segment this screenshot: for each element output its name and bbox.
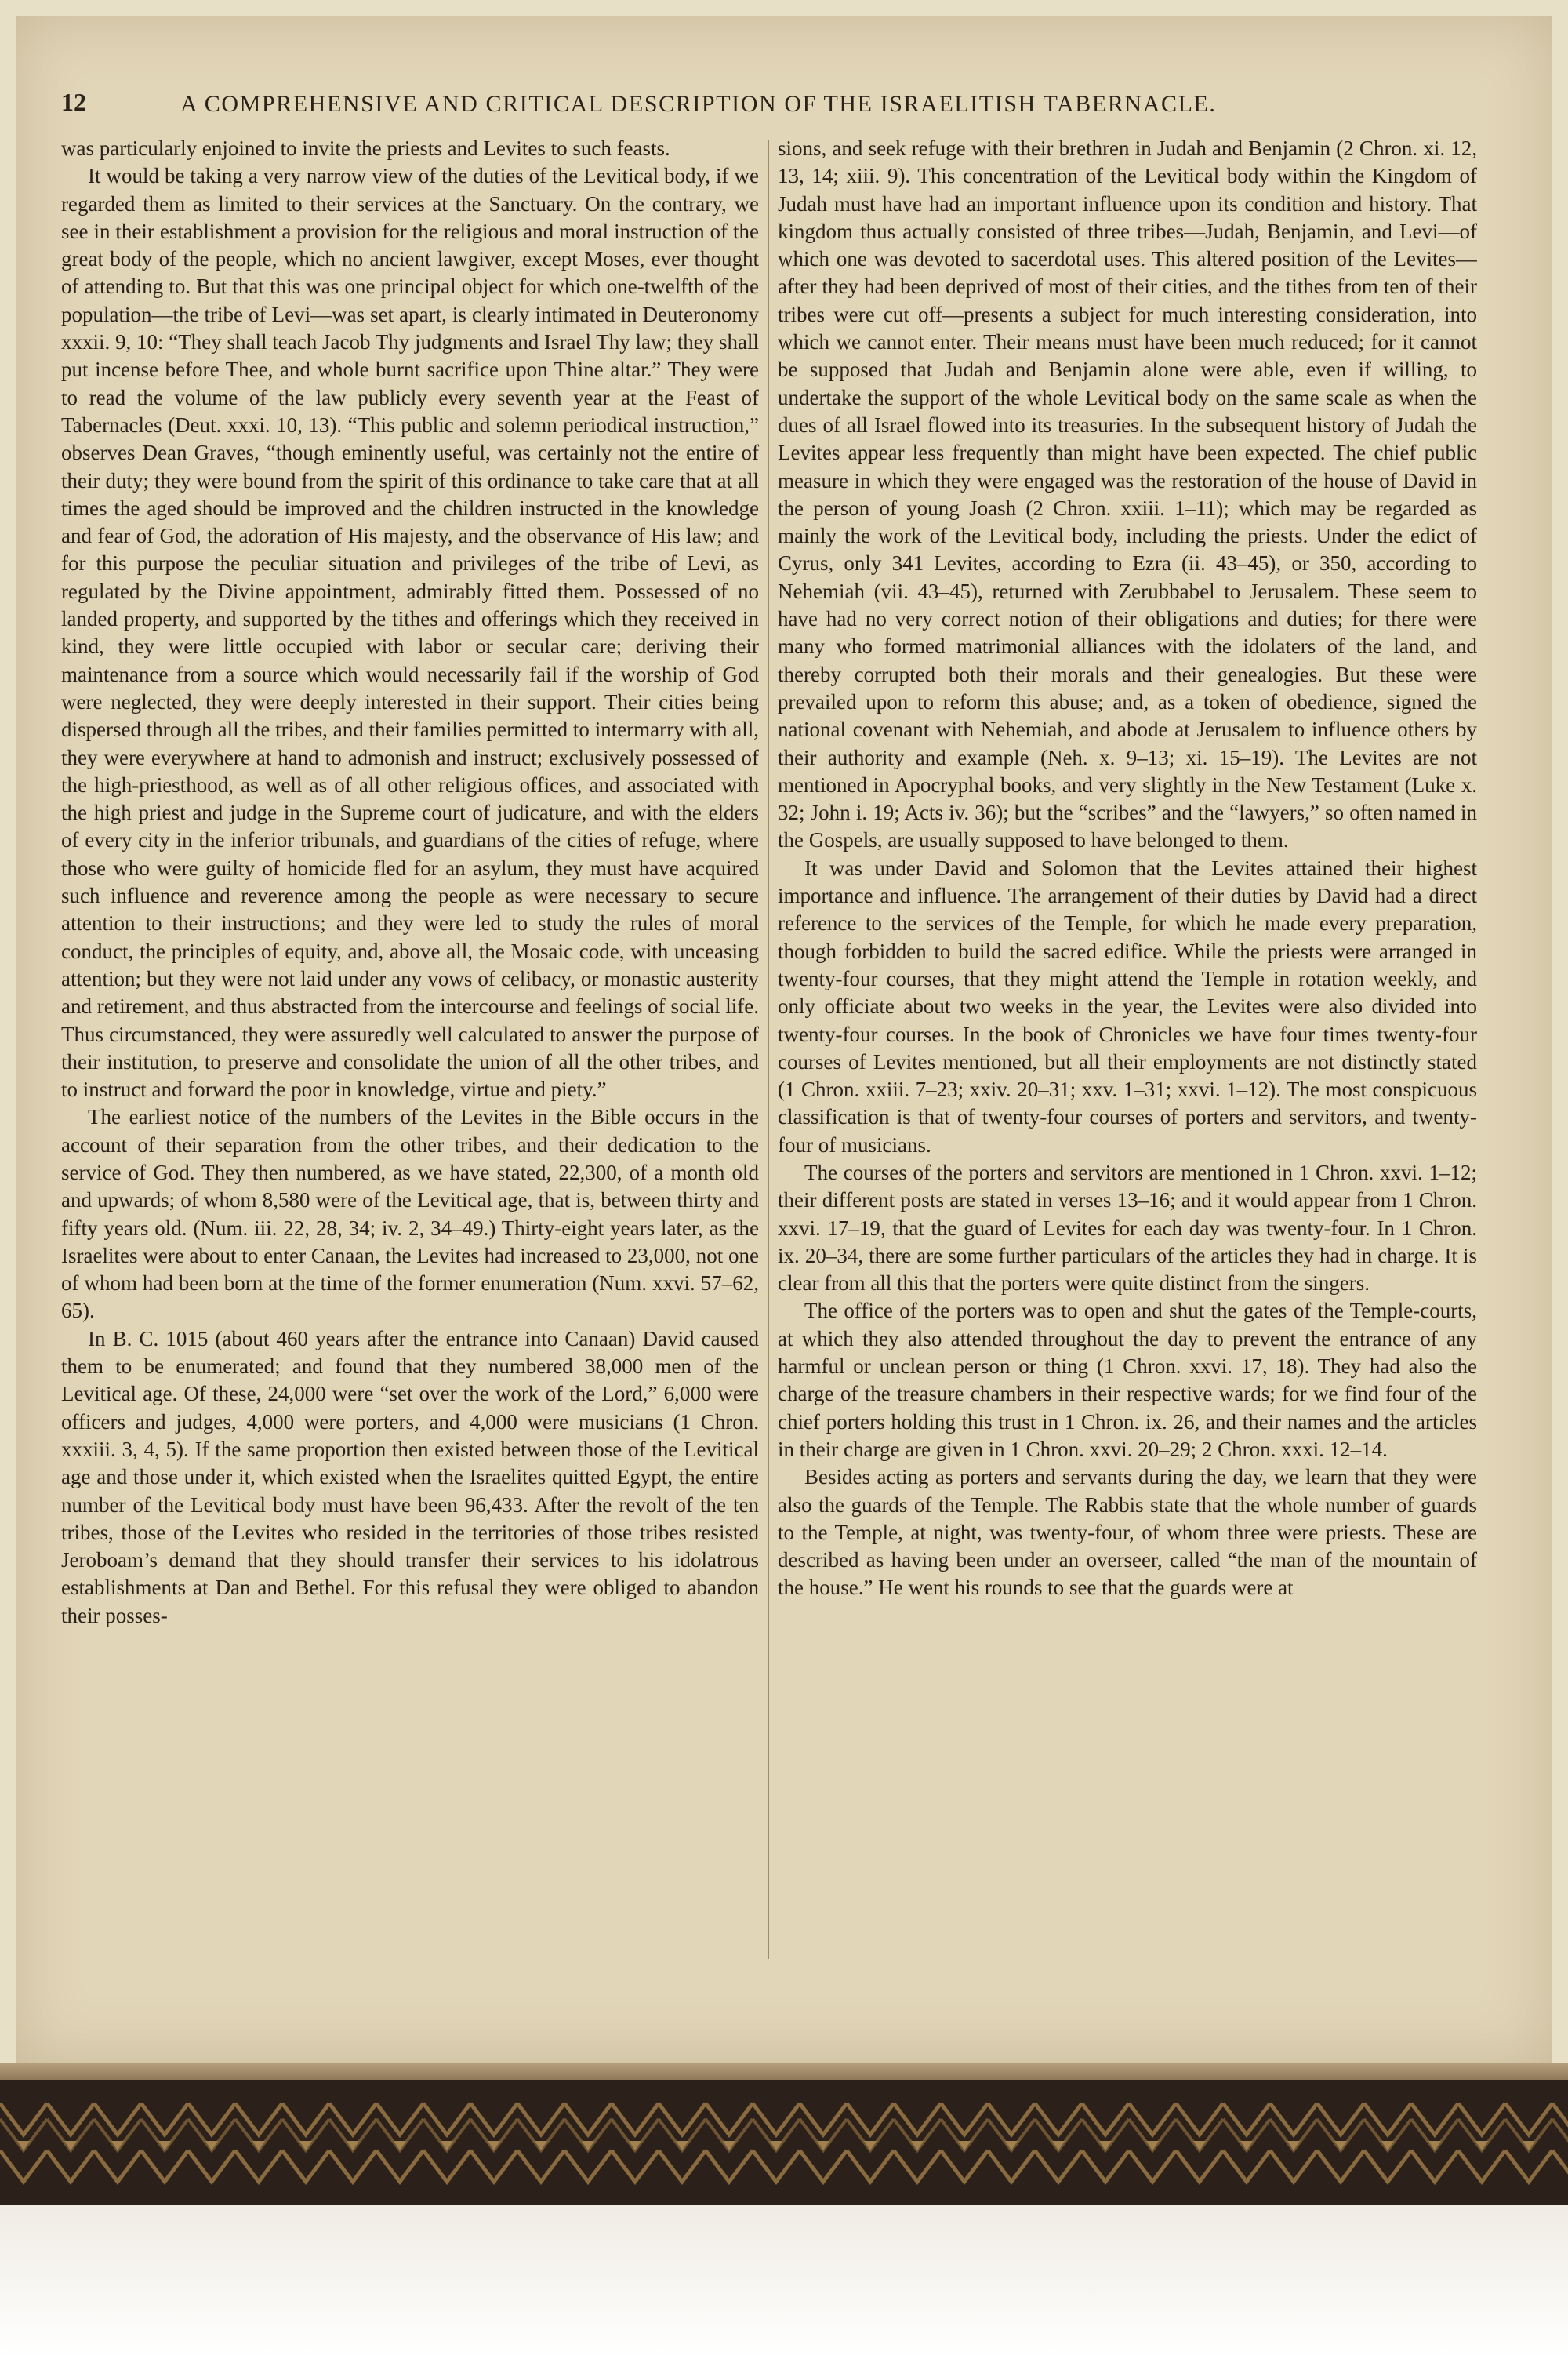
paragraph: The earliest notice of the numbers of the Levites in the Bible occurs in the account of their separation from the other tribes, and their dedication to the service of God. They then numbered, as we have stated, 22,300, of a month old and upwards; of whom 8,580 were of the Levitical age, that is, between thirty and fifty years old. (Num. iii. 22, 28, 34; iv. 2, 34–49.) Thirty-eight years later, as the Israelites were about to enter Canaan, the Levites had increased to 23,000, not one of whom had been born at the time of the former enumeration (Num. xxvi. 57–62, 65). <box>61 1105 759 1323</box>
paragraph-lead: In <box>88 1326 106 1350</box>
page-bottom-edge <box>0 2063 1568 2080</box>
text-column-left <box>61 135 759 1962</box>
paragraph: It would be taking a very narrow view of the duties of the Levitical body, if we regarded them as limited to their services at the Sanctuary. On the contrary, we see in their establishment a provision for the religious and moral instruction of the great body of the people, which no ancient lawgiver, except Moses, ever thought of attending to. But that this was one principal object for which one-twelfth of the population—the tribe of Levi—was set apart, is clearly intimated in Deuteronomy xxxii. 9, 10: “They shall teach Jacob Thy judgments and Israel Thy law; they shall put incense before Thee, and whole burnt sacrifice upon Thine altar.” They were to read the volume of the law publicly every seventh year at the Feast of Tabernacles (Deut. xxxi. 10, 13). “This public and solemn periodical instruction,” observes Dean Graves, “though eminently useful, was certainly not the entire of their duty; they were bound from the spirit of this ordinance to take care that at all times the aged should be improved and the children instructed in the knowledge and fear of God, the adoration of His majesty, and the observance of His law; and for this purpose the peculiar situation and privileges of the tribe of Levi, as regulated by the Divine appointment, admirably fitted them. Possessed of no landed property, and supported by the tithes and offerings which they received in kind, they were little occupied with labor or secular care; deriving their maintenance from a source which would necessarily fail if the worship of God were neglected, they were deeply interested in their support. Their cities being dispersed through all the tribes, and their families permitted to intermarry with all, they were everywhere at hand to admonish and instruct; exclusively possessed of the high-priesthood, as well as of all other religious offices, and associated with the high priest and judge in the Supreme court of judicature, and with the elders of every city in the inferior tribunals, and guardians of the cities of refuge, where those who were guilty of homicide fled for an asylum, they must have acquired such influence and reverence among the people as were necessary to secure attention to their instructions; and they were led to study the rules of moral conduct, the principles of equity, and, above all, the Mosaic code, with unceasing attention; but they were not laid under any vows of celibacy, or monastic austerity and retirement, and thus abstracted from the intercourse and feelings of social life. Thus circumstanced, they were assuredly well calculated to answer the purpose of their institution, to preserve and consolidate the union of all the other tribes, and to instruct and forward the poor in knowledge, virtue and piety.” <box>61 164 759 1102</box>
running-title: A COMPREHENSIVE AND CRITICAL DESCRIPTION OF THE ISRAELITISH TABERNACLE. <box>180 91 1217 117</box>
era-abbreviation: B. C. <box>112 1326 159 1350</box>
paragraph: was particularly enjoined to invite the priests and Levites to such feasts. <box>61 136 670 160</box>
column-divider <box>768 140 769 1959</box>
text-column-right <box>778 135 1477 1962</box>
book-binding-strip <box>0 2080 1568 2205</box>
background-below-book <box>0 2205 1568 2359</box>
paragraph <box>61 1325 759 1630</box>
paragraph: Besides acting as porters and servants during the day, we learn that they were also the guards of the Temple. The Rabbis state that the whole number of guards to the Temple, at night, was twenty-four, of whom three were priests. These are described as having been under an overseer, called “the man of the mountain of the house.” He went his rounds to see that the guards were at <box>778 1465 1477 1600</box>
paragraph: The office of the porters was to open and shut the gates of the Temple-courts, at which they also attended throughout the day to prevent the entrance of any harmful or unclean person or thing (1 Chron. xxvi. 17, 18). They had also the charge of the treasure chambers in their respective wards; for we find four of the chief porters holding this trust in 1 Chron. ix. 26, and their names and the articles in their charge are given in 1 Chron. xxvi. 20–29; 2 Chron. xxxi. 12–14. <box>778 1299 1477 1461</box>
paragraph-rest: 1015 (about 460 years after the entrance into Canaan) David caused them to be enumerated; and found that they numbered 38,000 men of the Levitical age. Of these, 24,000 were “set over the work of the Lord,” 6,000 were officers and judges, 4,000 were porters, and 4,000 were musicians (1 Chron. xxxiii. 3, 4, 5). If the same proportion then existed between those of the Levitical age and those under it, which existed when the Israelites quitted Egypt, the entire number of the Levitical body must have been 96,433. After the revolt of the ten tribes, those of the Levites who resided in the territories of those tribes resisted Jeroboam’s demand that they should transfer their services to his idolatrous establishments at Dan and Bethel. For this refusal they were obliged to abandon their posses- <box>61 1326 759 1627</box>
page-header <box>61 88 1378 127</box>
page-number: 12 <box>61 88 86 116</box>
paragraph: The courses of the porters and servitors are mentioned in 1 Chron. xxvi. 1–12; their different posts are stated in verses 13–16; and it would appear from 1 Chron. xxvi. 17–19, that the guard of Levites for each day was twenty-four. In 1 Chron. ix. 20–34, there are some further particulars of the articles they had in charge. It is clear from all this that the porters were quite distinct from the singers. <box>778 1160 1477 1296</box>
paragraph: sions, and seek refuge with their brethren in Judah and Benjamin (2 Chron. xi. 12, 13, 14; xiii. 9). This concentration of the Levitical body within the Kingdom of Judah must have had an important influence upon its condition and history. That kingdom thus actually consisted of three tribes—Judah, Benjamin, and Levi—of which one was devoted to sacerdotal uses. This altered position of the Levites—after they had been deprived of most of their cities, and the tithes from ten of their tribes were cut off—presents a subject for much interesting consideration, into which we cannot enter. Their means must have been much reduced; for it cannot be supposed that Judah and Benjamin alone were able, even if willing, to undertake the support of the whole Levitical body on the same scale as when the dues of all Israel flowed into its treasuries. In the subsequent history of Judah the Levites appear less frequently than might have been expected. The chief public measure in which they were engaged was the restoration of the house of David in the person of young Joash (2 Chron. xxiii. 1–11); which may be regarded as mainly the work of the Levitical body, including the priests. Under the edict of Cyrus, only 341 Levites, according to Ezra (ii. 43–45), or 350, according to Nehemiah (vii. 43–45), returned with Zerubbabel to Jerusalem. These seem to have had no very correct notion of their obligations and duties; for there were many who formed matrimonial alliances with the idolaters of the land, and thereby corrupted both their morals and their genealogies. But these were prevailed upon to reform this abuse; and, as a token of obedience, signed the national covenant with Nehemiah, and abode at Jerusalem to influence others by their authority and example (Neh. x. 9–13; xi. 15–19). The Levites are not mentioned in Apocryphal books, and very slightly in the New Testament (Luke x. 32; John i. 19; Acts iv. 36); but the “scribes” and the “lawyers,” so often named in the Gospels, are usually supposed to have belonged to them. <box>778 136 1477 852</box>
paragraph: It was under David and Solomon that the Levites attained their highest importance and influence. The arrangement of their duties by David had a direct reference to the services of the Temple, for which he made every preparation, though forbidden to build the sacred edifice. While the priests were arranged in twenty-four courses, that they might attend the Temple in rotation weekly, and only officiate about two weeks in the year, the Levites were also divided into twenty-four courses. In the book of Chronicles we have four times twenty-four courses of Levites mentioned, but all their employments are not distinctly stated (1 Chron. xxiii. 7–23; xxiv. 20–31; xxv. 1–31; xxvi. 1–12). The most conspicuous classification is that of twenty-four courses of porters and servitors, and twenty-four of musicians. <box>778 856 1477 1157</box>
binding-ornament <box>0 2095 1568 2190</box>
